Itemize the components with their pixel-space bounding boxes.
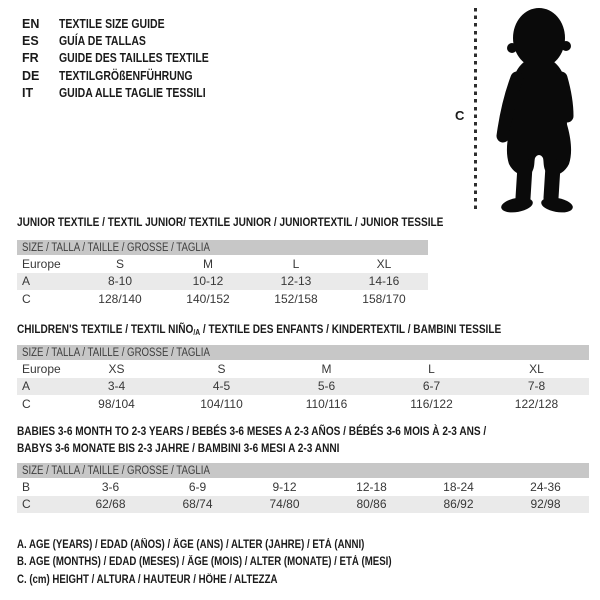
table-cell: 8-10 <box>107 274 133 289</box>
table-cell: 116/122 <box>410 396 453 411</box>
lang-code: ES <box>22 34 39 49</box>
babies-title-line2: BABYS 3-6 MONATE BIS 2-3 JAHRE / BAMBINI 3-6 MESI A 2-3 ANNI <box>17 440 340 455</box>
table-cell: 128/140 <box>98 291 142 306</box>
lang-code: IT <box>22 86 34 101</box>
table-cell: 104/110 <box>200 396 243 411</box>
lang-title: GUIDA ALLE TAGLIE TESSILI <box>59 86 206 101</box>
lang-row-es <box>22 32 237 49</box>
babies-title-line1: BABIES 3-6 MONTH TO 2-3 YEARS / BEBÉS 3-6 MESES A 2-3 AÑOS / BÉBÉS 3-6 MOIS À 2-3 ANS / <box>17 424 487 438</box>
children-title-pre: CHILDREN'S TEXTILE / TEXTIL NIÑO <box>17 322 194 336</box>
footnote-c <box>17 571 463 589</box>
footnote-a <box>17 536 463 554</box>
footnote-b <box>17 554 463 572</box>
lang-title: TEXTILGRÖßENFÜHRUNG <box>59 68 193 83</box>
children-size-table <box>17 345 589 413</box>
children-section-title-text <box>17 322 501 340</box>
table-row <box>17 478 589 496</box>
table-cell: 80/86 <box>356 497 387 512</box>
table-cell: 86/92 <box>443 497 474 512</box>
lang-row-de <box>22 67 237 84</box>
row-label: Europe <box>22 361 61 376</box>
table-cell: 158/170 <box>362 291 406 306</box>
table-cell: XL <box>376 256 392 271</box>
table-cell: 122/128 <box>514 396 559 411</box>
table-cell: XS <box>108 361 125 376</box>
table-cell: 6-9 <box>188 479 207 494</box>
lang-code: EN <box>22 16 40 31</box>
table-cell: 68/74 <box>182 497 213 512</box>
size-header-label: SIZE / TALLA / TAILLE / GRÖSSE / TAGLIA <box>22 464 210 477</box>
toddler-silhouette-image <box>487 4 589 216</box>
row-label: C <box>22 497 31 512</box>
row-label: Europe <box>22 256 61 271</box>
table-row <box>17 378 589 396</box>
table-cell: 10-12 <box>192 274 224 289</box>
table-row <box>17 273 428 291</box>
footnote-c-text: C. (cm) HEIGHT / ALTURA / HAUTEUR / HÖHE / ALTEZZA <box>17 573 278 586</box>
table-cell: XL <box>529 361 544 376</box>
height-marker-label: C <box>455 108 465 123</box>
table-row <box>17 255 428 273</box>
lang-code: FR <box>22 51 39 66</box>
lang-code: DE <box>22 68 40 83</box>
babies-size-table <box>17 463 589 513</box>
children-section-title <box>17 322 593 340</box>
table-cell: M <box>321 361 332 376</box>
junior-section-title <box>17 215 525 229</box>
table-cell: 62/68 <box>95 497 126 512</box>
children-title-post: / TEXTILE DES ENFANTS / KINDERTEXTIL / BAMBINI TESSILE <box>200 322 502 336</box>
table-cell: 6-7 <box>422 379 441 394</box>
table-cell: 12-18 <box>356 479 387 494</box>
table-cell: M <box>203 256 213 271</box>
table-cell: 92/98 <box>530 497 561 512</box>
language-guide-list <box>22 15 237 102</box>
babies-section-title <box>17 423 576 456</box>
babies-size-header-bar <box>17 463 589 478</box>
row-label: C <box>22 291 31 306</box>
row-label: B <box>22 479 31 494</box>
lang-title: TEXTILE SIZE GUIDE <box>59 16 165 31</box>
table-cell: 7-8 <box>527 379 546 394</box>
row-label: A <box>22 274 31 289</box>
table-cell: 140/152 <box>186 291 230 306</box>
junior-size-table <box>17 240 428 308</box>
footnotes <box>17 536 463 589</box>
height-dotted-line <box>474 8 477 210</box>
table-row <box>17 496 589 514</box>
table-cell: L <box>292 256 300 271</box>
table-cell: 9-12 <box>272 479 297 494</box>
lang-row-fr <box>22 50 237 67</box>
lang-row-it <box>22 85 237 102</box>
size-header-label: SIZE / TALLA / TAILLE / GRÖSSE / TAGLIA <box>22 346 210 359</box>
table-cell: 3-6 <box>101 479 120 494</box>
footnote-a-text: A. AGE (YEARS) / EDAD (AÑOS) / ÂGE (ANS) / ALTER (JAHRE) / ETÀ (ANNI) <box>17 538 365 551</box>
table-cell: 3-4 <box>107 379 126 394</box>
children-size-header-bar <box>17 345 589 360</box>
junior-size-header-bar <box>17 240 428 255</box>
table-cell: 18-24 <box>443 479 474 494</box>
table-cell: 24-36 <box>530 479 561 494</box>
lang-title: GUIDE DES TAILLES TEXTILE <box>59 51 209 66</box>
table-cell: 4-5 <box>212 379 231 394</box>
table-cell: 110/116 <box>305 396 348 411</box>
size-header-label: SIZE / TALLA / TAILLE / GRÖSSE / TAGLIA <box>22 241 210 254</box>
table-cell: 152/158 <box>274 291 318 306</box>
table-cell: 14-16 <box>368 274 400 289</box>
lang-title: GUÍA DE TALLAS <box>59 34 146 49</box>
footnote-b-text: B. AGE (MONTHS) / EDAD (MESES) / ÂGE (MOIS) / ALTER (MONATE) / ETÀ (MESI) <box>17 556 392 569</box>
children-title-sub: /A <box>193 328 201 337</box>
junior-section-title-text: JUNIOR TEXTILE / TEXTIL JUNIOR/ TEXTILE JUNIOR / JUNIORTEXTIL / JUNIOR TESSILE <box>17 215 444 229</box>
row-label: C <box>22 396 31 411</box>
table-row <box>17 290 428 308</box>
table-cell: L <box>428 361 435 376</box>
table-cell: 12-13 <box>280 274 312 289</box>
table-cell: S <box>217 361 226 376</box>
table-cell: 5-6 <box>317 379 336 394</box>
lang-row-en <box>22 15 237 32</box>
table-cell: 74/80 <box>269 497 300 512</box>
table-cell: S <box>115 256 124 271</box>
table-cell: 98/104 <box>98 396 135 411</box>
table-row <box>17 360 589 378</box>
table-row <box>17 395 589 413</box>
row-label: A <box>22 379 31 394</box>
